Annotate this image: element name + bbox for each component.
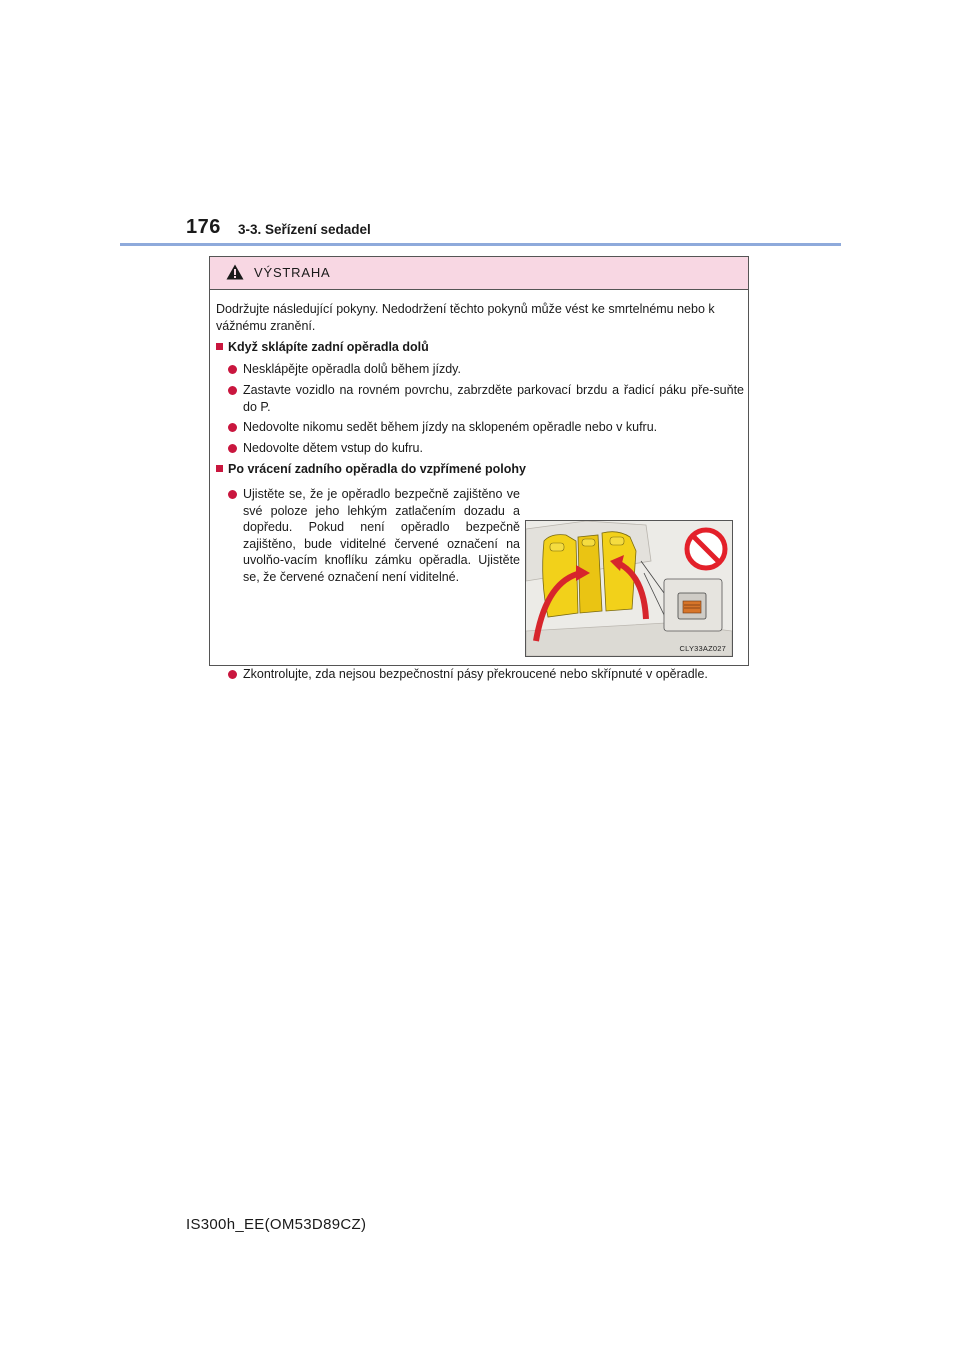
list-item-text: Nedovolte dětem vstup do kufru. — [243, 441, 423, 455]
square-bullet-icon — [216, 465, 223, 472]
list-item — [228, 486, 520, 585]
section-heading-upright — [216, 462, 526, 476]
bullet-icon — [228, 365, 237, 374]
list-item — [228, 419, 744, 436]
warning-box — [209, 256, 749, 681]
list-item — [228, 382, 744, 416]
square-bullet-icon — [216, 343, 223, 350]
warning-header — [210, 257, 748, 290]
bullet-icon — [228, 444, 237, 453]
section-heading-text: Po vrácení zadního opěradla do vzpřímené polohy — [228, 462, 526, 476]
bullet-icon — [228, 490, 237, 499]
section-heading-folding — [216, 340, 429, 354]
rear-seat-illustration — [526, 521, 732, 656]
warning-triangle-icon — [226, 264, 244, 280]
list-item-text: Zkontrolujte, zda nejsou bezpečnostní pásy překroucené nebo skřípnuté v opěradle. — [243, 667, 708, 681]
bullet-icon — [228, 670, 237, 679]
list-item-text: Nedovolte nikomu sedět během jízdy na sklopeném opěradle nebo v kufru. — [243, 420, 658, 434]
list-item — [228, 666, 744, 683]
bullet-icon — [228, 423, 237, 432]
section-heading-text: Když sklápíte zadní opěradla dolů — [228, 340, 429, 354]
list-item-text: Nesklápějte opěradla dolů během jízdy. — [243, 362, 461, 376]
list-item — [228, 361, 744, 378]
section-title: 3-3. Seřízení sedadel — [238, 222, 371, 237]
list-item-text: Ujistěte se, že je opěradlo bezpečně zajištěno ve své poloze jeho lehkým zatlačením dozadu a dopředu. Pokud není opěradlo bezpečně zajištěno, bude viditelné červené označení na uvolňo-vacím knoflíku zámku opěradla. Ujistěte se, že červené označení není viditelné. — [243, 487, 520, 584]
list-item-text: Zastavte vozidlo na rovném povrchu, zabrzděte parkovací brzdu a řadicí páku pře-suňte do P. — [243, 383, 744, 414]
header-rule — [120, 243, 841, 246]
warning-title: VÝSTRAHA — [254, 265, 331, 280]
warning-intro: Dodržujte následující pokyny. Nedodržení těchto pokynů může vést ke smrtelnému nebo k vážnému zranění. — [216, 302, 715, 333]
page-number: 176 — [186, 216, 221, 238]
manual-code: IS300h_EE(OM53D89CZ) — [186, 1216, 367, 1233]
bullet-icon — [228, 386, 237, 395]
figure-code: CLY33AZ027 — [679, 644, 726, 653]
list-item — [228, 440, 744, 457]
seat-illustration — [525, 520, 733, 657]
